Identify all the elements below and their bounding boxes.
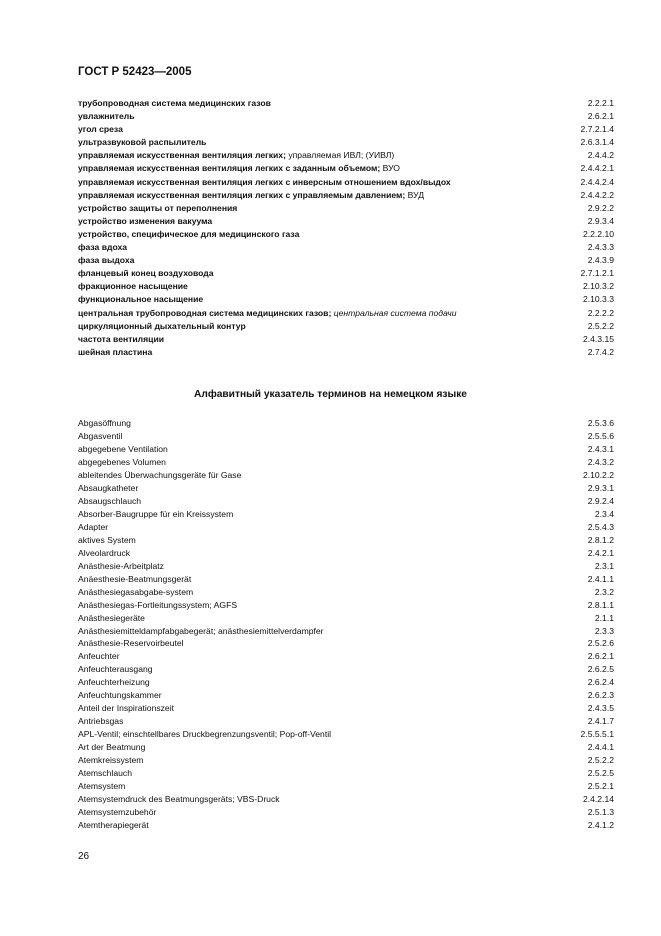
index-entry-text [78, 320, 246, 333]
index-entry [78, 215, 614, 228]
index-entry-text [78, 228, 299, 241]
index-entry [78, 741, 614, 754]
index-term: управляемая искусственная вентиляция легких с управляемым давлением; [78, 189, 406, 200]
index-term: Atemtherapiegerät [78, 820, 149, 831]
index-ref: 2.4.2.1 [587, 547, 614, 558]
index-term: Anfeuchtungskammer [78, 690, 162, 701]
index-term: Atemsystem [78, 781, 126, 792]
index-entry [78, 430, 614, 443]
index-ref: 2.7.4.2 [587, 346, 614, 357]
index-entry [78, 293, 614, 306]
index-term: Atemsystemdruck des Beatmungsgeräts; VBS-Druck [78, 794, 280, 805]
index-term: Absaugschlauch [78, 495, 142, 506]
index-term: Anäesthesie-Beatmungsgerät [78, 573, 192, 584]
index-term: устройство защиты от переполнения [78, 202, 238, 213]
index-entry [78, 793, 614, 806]
index-term: abgegebenes Volumen [78, 456, 166, 467]
index-ref: 2.5.2.1 [587, 781, 614, 792]
index-term: Anteil der Inspirationszeit [78, 703, 175, 714]
index-entry [78, 728, 614, 741]
index-entry [78, 189, 614, 202]
index-term: Atemschlauch [78, 768, 132, 779]
index-term: увлажнитель [78, 111, 135, 122]
document-header: ГОСТ Р 52423—2005 [78, 66, 192, 78]
index-ref: 2.6.2.1 [587, 651, 614, 662]
index-entry-text [78, 241, 127, 254]
index-term: aktives System [78, 534, 136, 545]
index-term: управляемая искусственная вентиляция легких с заданным объемом; [78, 163, 381, 174]
index-ref: 2.4.4.2.4 [580, 176, 614, 187]
index-ref: 2.4.3.9 [587, 255, 614, 266]
index-entry-text [78, 123, 123, 136]
index-ref: 2.5.4.3 [587, 521, 614, 532]
index-entry [78, 547, 614, 560]
index-ref: 2.4.2.14 [582, 794, 614, 805]
index-ref: 2.2.2.10 [582, 228, 614, 239]
index-term: Anästhesie-Reservoirbeutel [78, 638, 184, 649]
index-entry-text [78, 149, 394, 162]
index-entry [78, 280, 614, 293]
index-term: APL-Ventil; einschtellbares Druckbegrenzungsventil; Pop-off-Ventil [78, 729, 332, 740]
index-ref: 2.6.2.5 [587, 664, 614, 675]
index-entry [78, 469, 614, 482]
index-entry [78, 663, 614, 676]
index-term: шейная пластина [78, 346, 153, 357]
index-entry [78, 267, 614, 280]
index-ref: 2.5.2.5 [587, 768, 614, 779]
index-ref: 2.8.1.1 [587, 599, 614, 610]
index-term: Atemkreissystem [78, 755, 144, 766]
index-entry [78, 123, 614, 136]
index-term: Anfeuchter [78, 651, 120, 662]
index-entry [78, 228, 614, 241]
index-entry [78, 176, 614, 189]
index-term: фракционное насыщение [78, 281, 188, 292]
index-entry [78, 586, 614, 599]
index-term: Abgasventil [78, 430, 123, 441]
index-entry-text [78, 333, 164, 346]
index-entry [78, 612, 614, 625]
page-number: 26 [78, 851, 90, 862]
index-entry [78, 320, 614, 333]
russian-term-list [78, 97, 614, 359]
index-term: Anästhesiegasabgabe-system [78, 586, 194, 597]
index-ref: 2.6.2.3 [587, 690, 614, 701]
index-entry [78, 599, 614, 612]
index-entry-text [78, 346, 152, 359]
index-ref: 2.5.5.5.1 [580, 729, 614, 740]
index-term-synonym: ВУД [405, 189, 425, 200]
index-entry-text [78, 110, 135, 123]
index-entry-text [78, 307, 456, 320]
index-entry-text [78, 202, 237, 215]
index-ref: 2.4.1.2 [587, 820, 614, 831]
index-ref: 2.4.4.1 [587, 742, 614, 753]
index-ref: 2.5.3.6 [587, 418, 614, 428]
index-term: устройство, специфическое для медицинского газа [78, 228, 300, 239]
index-ref: 2.6.2.1 [587, 111, 614, 122]
index-term: фланцевый конец воздуховода [78, 268, 214, 279]
index-term-synonym: управляемая ИВЛ; (УИВЛ) [285, 150, 395, 161]
index-ref: 2.1.1 [594, 612, 614, 623]
index-term: фаза вдоха [78, 242, 128, 253]
index-ref: 2.2.2.2 [587, 307, 614, 318]
index-entry [78, 241, 614, 254]
index-entry [78, 202, 614, 215]
index-term: ультразвуковой распылитель [78, 137, 207, 148]
index-ref: 2.3.4 [594, 508, 614, 519]
index-entry-text [78, 189, 424, 202]
index-term: устройство изменения вакуума [78, 215, 213, 226]
index-entry [78, 521, 614, 534]
index-ref: 2.4.4.2.2 [580, 189, 614, 200]
index-ref: 2.3.3 [594, 625, 614, 636]
index-ref: 2.4.3.3 [587, 242, 614, 253]
index-ref: 2.9.3.4 [587, 215, 614, 226]
index-entry [78, 456, 614, 469]
index-entry [78, 780, 614, 793]
index-ref: 2.2.2.1 [587, 98, 614, 108]
index-entry [78, 715, 614, 728]
index-ref: 2.3.2 [594, 586, 614, 597]
german-term-list [78, 417, 614, 832]
index-ref: 2.4.1.7 [587, 716, 614, 727]
index-entry [78, 573, 614, 586]
index-entry [78, 333, 614, 346]
index-term: Antriebsgas [78, 716, 124, 727]
index-term: Anfeuchterausgang [78, 664, 153, 675]
index-ref: 2.4.3.5 [587, 703, 614, 714]
index-entry-text [78, 280, 188, 293]
index-entry-text [78, 97, 271, 110]
index-entry [78, 702, 614, 715]
index-ref: 2.4.3.1 [587, 443, 614, 454]
index-entry [78, 149, 614, 162]
index-term: Absaugkatheter [78, 482, 139, 493]
index-term: Atemsystemzubehör [78, 807, 157, 818]
index-ref: 2.7.2.1.4 [580, 124, 614, 135]
index-entry [78, 508, 614, 521]
index-ref: 2.5.2.2 [587, 755, 614, 766]
index-term: abgegebene Ventilation [78, 443, 168, 454]
index-entry [78, 254, 614, 267]
index-entry [78, 136, 614, 149]
index-term: частота вентиляции [78, 333, 165, 344]
index-term: Anästhesiemitteldampfabgabegerät; anästhesiemittelverdampfer [78, 625, 324, 636]
index-entry [78, 650, 614, 663]
index-term: Adapter [78, 521, 109, 532]
index-entry [78, 110, 614, 123]
index-ref: 2.4.4.2 [587, 150, 614, 161]
index-term: Art der Beatmung [78, 742, 146, 753]
index-ref: 2.10.3.2 [582, 281, 614, 292]
index-entry [78, 767, 614, 780]
index-term: Anästhesiegas-Fortleitungssystem; AGFS [78, 599, 238, 610]
index-ref: 2.5.2.2 [587, 320, 614, 331]
index-ref: 2.8.1.2 [587, 534, 614, 545]
index-ref: 2.9.2.2 [587, 202, 614, 213]
index-entry [78, 637, 614, 650]
index-entry [78, 625, 614, 638]
index-term: угол среза [78, 124, 123, 135]
index-term: Absorber-Baugruppe für ein Kreissystem [78, 508, 234, 519]
index-term: циркуляционный дыхательный контур [78, 320, 246, 331]
index-ref: 2.4.1.1 [587, 573, 614, 584]
index-ref: 2.10.2.2 [582, 469, 614, 480]
index-term: центральная трубопроводная система медицинских газов; [78, 307, 332, 318]
index-entry [78, 754, 614, 767]
index-ref: 2.9.2.4 [587, 495, 614, 506]
index-entry-text [78, 162, 400, 175]
index-ref: 2.5.2.6 [587, 638, 614, 649]
index-ref: 2.6.3.1.4 [580, 137, 614, 148]
index-entry [78, 495, 614, 508]
index-term: ableitendes Überwachungsgeräte für Gase [78, 469, 242, 480]
index-entry [78, 482, 614, 495]
index-entry [78, 443, 614, 456]
section-title: Алфавитный указатель терминов на немецком языке [194, 389, 467, 400]
index-ref: 2.5.5.6 [587, 430, 614, 441]
index-ref: 2.7.1.2.1 [580, 268, 614, 279]
index-entry [78, 819, 614, 832]
index-term-synonym: ВУО [380, 163, 400, 174]
index-entry [78, 346, 614, 359]
index-entry [78, 534, 614, 547]
index-ref: 2.3.1 [594, 560, 614, 571]
index-ref: 2.6.2.4 [587, 677, 614, 688]
index-entry [78, 689, 614, 702]
index-term: Abgasöffnung [78, 418, 131, 428]
index-ref: 2.9.3.1 [587, 482, 614, 493]
index-entry-text [78, 254, 134, 267]
index-term: Anfeuchterheizung [78, 677, 150, 688]
index-term: Alveolardruck [78, 547, 131, 558]
index-ref: 2.4.3.15 [582, 333, 614, 344]
index-ref: 2.4.3.2 [587, 456, 614, 467]
index-ref: 2.4.4.2.1 [580, 163, 614, 174]
index-term: управляемая искусственная вентиляция легких с инверсным отношением вдох/выдох [78, 176, 451, 187]
index-entry-text [78, 293, 203, 306]
index-term: трубопроводная система медицинских газов [78, 98, 271, 108]
index-entry [78, 676, 614, 689]
index-entry [78, 307, 614, 320]
index-term: управляемая искусственная вентиляция легких; [78, 150, 286, 161]
index-term: фаза выдоха [78, 255, 135, 266]
index-term-synonym: центральная система подачи [331, 307, 457, 318]
index-entry [78, 417, 614, 430]
index-term: Anästhesiegeräte [78, 612, 145, 623]
index-entry [78, 806, 614, 819]
index-entry-text [78, 215, 212, 228]
index-entry-text [78, 267, 214, 280]
index-term: Anästhesie-Arbeitplatz [78, 560, 164, 571]
index-ref: 2.10.3.3 [582, 294, 614, 305]
index-entry [78, 560, 614, 573]
index-entry-text [78, 136, 206, 149]
index-entry-text [78, 176, 451, 189]
index-term: функциональное насыщение [78, 294, 204, 305]
index-ref: 2.5.1.3 [587, 807, 614, 818]
index-entry [78, 162, 614, 175]
index-entry [78, 97, 614, 110]
